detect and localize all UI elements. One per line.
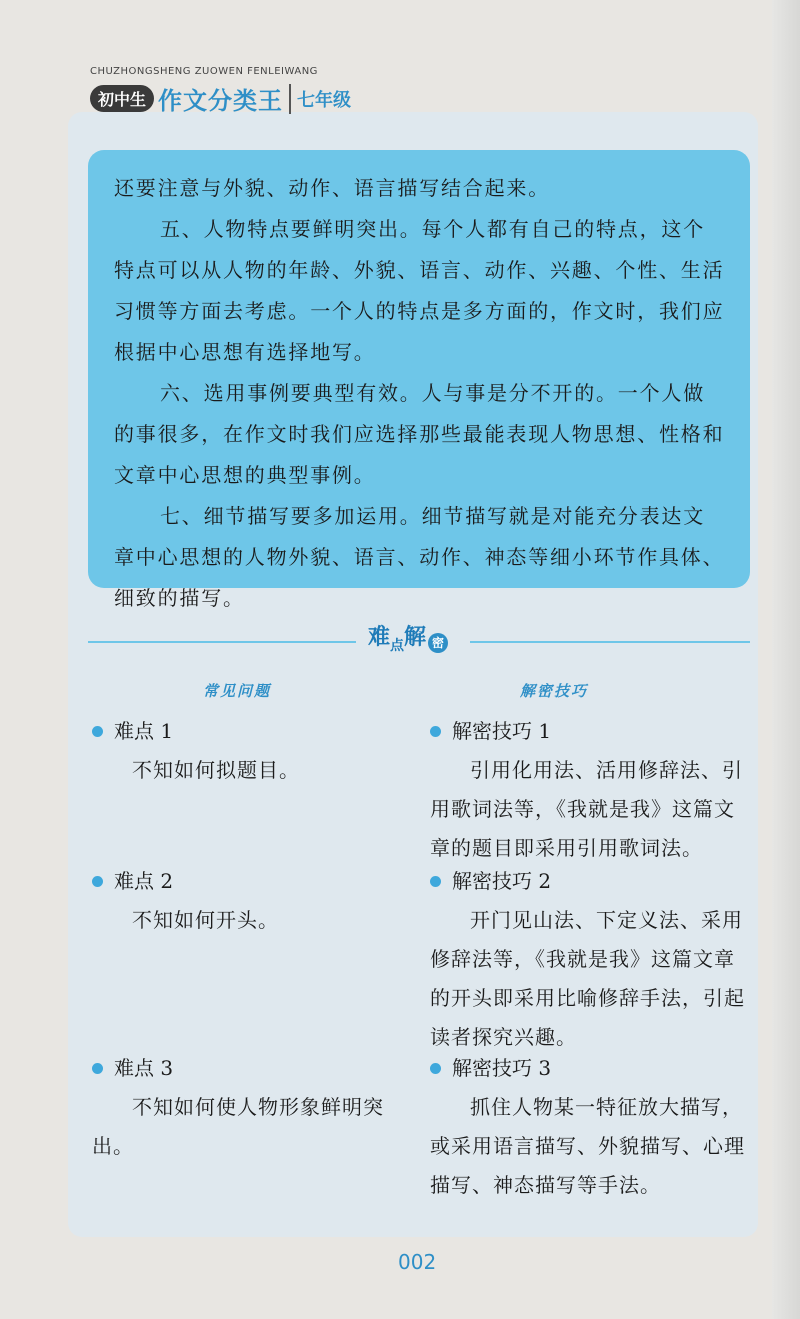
bullet-dot-icon bbox=[430, 876, 441, 887]
tip-item bbox=[430, 715, 752, 868]
page-number: 002 bbox=[398, 1250, 437, 1274]
section-divider-left bbox=[88, 641, 356, 643]
section-title-part: 难 bbox=[368, 625, 391, 650]
tip-head bbox=[430, 715, 752, 747]
tips-box bbox=[88, 150, 750, 610]
problem-head bbox=[92, 715, 392, 747]
problem-label: 难点 2 bbox=[114, 869, 174, 893]
problem-head bbox=[92, 1052, 392, 1084]
tip-label: 解密技巧 1 bbox=[452, 719, 552, 743]
section-title-circle: 密 bbox=[428, 633, 448, 653]
bullet-dot-icon bbox=[92, 876, 103, 887]
tips-paragraph: 还要注意与外貌、动作、语言描写结合起来。 bbox=[114, 176, 550, 200]
book-header bbox=[90, 66, 351, 116]
header-brand bbox=[90, 81, 351, 116]
tips-paragraph: 五、人物特点要鲜明突出。每个人都有自己的特点，这个特点可以从人物的年龄、外貌、语言、动作、兴趣、个性、生活习惯等方面去考虑。一个人的特点是多方面的，作文时，我们应根据中心思想有选择地写。 bbox=[114, 217, 725, 364]
tip-item bbox=[430, 865, 752, 1057]
problem-body: 不知如何拟题目。 bbox=[132, 758, 300, 782]
section-title bbox=[368, 620, 448, 654]
problem-body: 不知如何开头。 bbox=[132, 908, 279, 932]
tip-body: 引用化用法、活用修辞法、引用歌词法等，《我就是我》这篇文章的题目即采用引用歌词法。 bbox=[430, 758, 743, 860]
section-title-part: 点 bbox=[390, 638, 405, 654]
tip-head bbox=[430, 1052, 752, 1084]
tip-label: 解密技巧 3 bbox=[452, 1056, 552, 1080]
problem-label: 难点 3 bbox=[114, 1056, 174, 1080]
header-pinyin: CHUZHONGSHENG ZUOWEN FENLEIWANG bbox=[90, 66, 318, 77]
bullet-dot-icon bbox=[430, 726, 441, 737]
tip-head bbox=[430, 865, 752, 897]
header-grade: 七年级 bbox=[297, 89, 352, 111]
problem-head bbox=[92, 865, 392, 897]
bullet-dot-icon bbox=[92, 1063, 103, 1074]
header-badge: 初中生 bbox=[90, 85, 154, 112]
problem-body: 不知如何使人物形象鲜明突出。 bbox=[92, 1095, 384, 1158]
header-divider bbox=[289, 84, 291, 114]
tip-item bbox=[430, 1052, 752, 1205]
section-title-part: 解 bbox=[404, 625, 427, 650]
section-divider-right bbox=[470, 641, 750, 643]
tip-body: 抓住人物某一特征放大描写，或采用语言描写、外貌描写、心理描写、神态描写等手法。 bbox=[430, 1095, 745, 1197]
problem-label: 难点 1 bbox=[114, 719, 174, 743]
page-edge bbox=[772, 0, 800, 1319]
bullet-dot-icon bbox=[92, 726, 103, 737]
right-column-heading: 解密技巧 bbox=[520, 682, 589, 700]
bullet-dot-icon bbox=[430, 1063, 441, 1074]
problem-item bbox=[92, 715, 392, 790]
tip-body: 开门见山法、下定义法、采用修辞法等，《我就是我》这篇文章的开头即采用比喻修辞手法，引起读者探究兴趣。 bbox=[430, 908, 745, 1049]
problem-item bbox=[92, 1052, 392, 1166]
left-column-heading: 常见问题 bbox=[203, 682, 272, 700]
problem-item bbox=[92, 865, 392, 940]
tips-paragraph: 七、细节描写要多加运用。细节描写就是对能充分表达文章中心思想的人物外貌、语言、动作、神态等细小环节作具体、细致的描写。 bbox=[114, 504, 725, 610]
tips-paragraph: 六、选用事例要典型有效。人与事是分不开的。一个人做的事很多，在作文时我们应选择那些最能表现人物思想、性格和文章中心思想的典型事例。 bbox=[114, 381, 725, 487]
header-title: 作文分类王 bbox=[158, 87, 284, 115]
tip-label: 解密技巧 2 bbox=[452, 869, 552, 893]
